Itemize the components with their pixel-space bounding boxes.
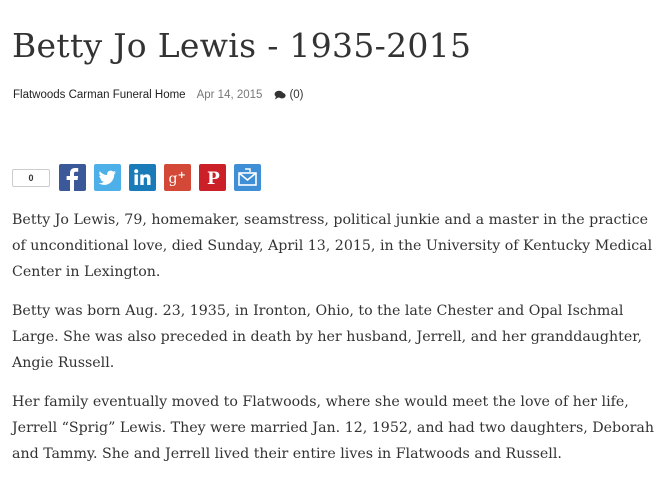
pinterest-share-button[interactable]: [199, 164, 226, 191]
share-bar: [12, 164, 269, 191]
email-share-button[interactable]: [234, 164, 261, 191]
post-meta: [13, 89, 304, 101]
article-paragraph: Betty Jo Lewis, 79, homemaker, seamstress, political junkie and a master in the practice of unconditional love, died Sunday, April 13, 2015, in the University of Kentucky Medical Center in Lexington.: [12, 212, 653, 280]
svg-text:+: +: [177, 170, 186, 181]
article-body: [12, 207, 662, 480]
svg-text:P: P: [207, 169, 220, 189]
twitter-icon: [94, 164, 121, 191]
linkedin-share-button[interactable]: [129, 164, 156, 191]
comments-icon: [274, 90, 286, 100]
email-icon: [234, 164, 261, 191]
article-paragraph: Her family eventually moved to Flatwoods, where she would meet the love of her life, Jerrell “Sprig” Lewis. They were married Jan. 12, 1952, and had two daughters, Deborah and Tammy. She and Jerrell lived their entire lives in Flatwoods and Russell.: [12, 394, 655, 462]
linkedin-icon: [129, 164, 156, 191]
post-date: Apr 14, 2015: [196, 89, 263, 101]
twitter-share-button[interactable]: [94, 164, 121, 191]
pinterest-icon: [199, 164, 226, 191]
comments-link[interactable]: [274, 89, 303, 101]
facebook-share-button[interactable]: [59, 164, 86, 191]
facebook-icon: [59, 164, 86, 191]
post-author-link[interactable]: Flatwoods Carman Funeral Home: [13, 89, 186, 101]
post-title: Betty Jo Lewis - 1935-2015: [12, 26, 472, 65]
svg-text:g: g: [168, 171, 178, 187]
google-plus-icon: [164, 164, 191, 191]
google-plus-share-button[interactable]: [164, 164, 191, 191]
share-count: 0: [12, 169, 50, 187]
comments-count: (0): [289, 89, 304, 101]
article-paragraph: Betty was born Aug. 23, 1935, in Ironton, Ohio, to the late Chester and Opal Ischmal Large. She was also preceded in death by her husband, Jerrell, and her granddaughter, Angie Russell.: [12, 303, 642, 371]
